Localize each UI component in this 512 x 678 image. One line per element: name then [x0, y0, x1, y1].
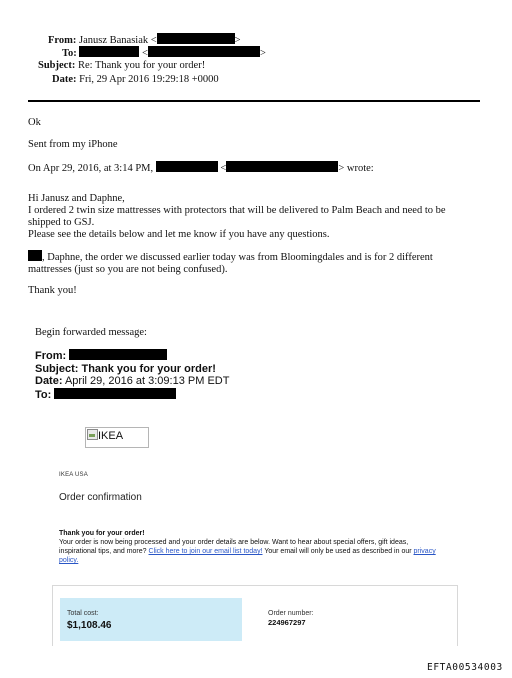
quote-attribution: [28, 161, 374, 175]
header-subject-row: [38, 60, 205, 72]
date-label: Date:: [52, 74, 77, 85]
redaction: [79, 46, 139, 57]
ikea-thanks-body: [59, 538, 439, 565]
redaction: [28, 250, 42, 261]
bates-number: EFTA00534003: [427, 662, 503, 673]
order-number-value: 224967297: [268, 618, 306, 627]
header-divider: [28, 100, 480, 102]
fwd-from-label: From:: [35, 350, 67, 362]
quote-suffix: > wrote:: [338, 163, 374, 174]
broken-image-icon: [87, 429, 98, 440]
quoted-line-3: , Daphne, the order we discussed earlier today was from Bloomingdales and is for 2 different mattresses (just so you are not being confused).: [28, 252, 433, 275]
subject-value: Re: Thank you for your order!: [77, 60, 206, 71]
ikea-store: IKEA USA: [59, 472, 88, 478]
order-confirmation-heading: Order confirmation: [59, 492, 142, 503]
redaction: [69, 349, 167, 360]
redaction: [156, 161, 218, 172]
subject-label: Subject:: [38, 60, 76, 71]
quoted-line-2: Please see the details below and let me know if you have any questions.: [28, 229, 330, 240]
redaction: [157, 33, 235, 44]
ikea-logo-image: [85, 427, 149, 448]
to-close: >: [259, 48, 266, 59]
join-email-list-link[interactable]: Click here to join our email list today!: [148, 548, 263, 555]
quoted-message: [28, 193, 480, 241]
ikea-thanks-block: [59, 529, 439, 565]
header-from-row: [48, 33, 241, 47]
quoted-note: [28, 250, 473, 276]
ikea-logo-alt: IKEA: [98, 430, 124, 442]
total-cost-label: Total cost:: [67, 610, 99, 617]
reply-signature: Sent from my iPhone: [28, 139, 118, 150]
fwd-subject-row: [35, 363, 229, 376]
fwd-date-value: April 29, 2016 at 3:09:13 PM EDT: [64, 375, 230, 387]
ikea-thanks-title: Thank you for your order!: [59, 530, 145, 537]
to-label: To:: [62, 48, 77, 59]
privacy-policy-link[interactable]: privacy policy.: [59, 548, 436, 564]
redaction: [226, 161, 338, 172]
quote-open: <: [220, 163, 227, 174]
redaction: [54, 388, 176, 399]
from-name: Janusz Banasiak <: [79, 35, 157, 46]
fwd-to-row: [35, 388, 229, 402]
quoted-thanks: Thank you!: [28, 285, 77, 296]
fwd-date-row: [35, 375, 229, 388]
quoted-line-1: I ordered 2 twin size mattresses with protectors that will be delivered to Palm Beach and need to be shipped to GSJ.: [28, 205, 446, 228]
redaction: [148, 46, 260, 57]
fwd-subject-value: Thank you for your order!: [81, 362, 216, 375]
fwd-from-row: [35, 349, 229, 363]
forwarded-begin: Begin forwarded message:: [35, 327, 147, 338]
forwarded-header: [35, 349, 229, 401]
from-close: >: [234, 35, 241, 46]
to-open: <: [142, 48, 148, 59]
fwd-date-label: Date:: [35, 375, 63, 387]
header-to-row: [62, 46, 266, 60]
ikea-body-2: Your email will only be used as described in our: [264, 548, 412, 555]
date-value: Fri, 29 Apr 2016 19:29:18 +0000: [79, 74, 219, 85]
fwd-to-label: To:: [35, 388, 52, 401]
from-label: From:: [48, 35, 77, 46]
header-date-row: [52, 74, 219, 86]
order-summary-box: [52, 585, 458, 646]
reply-ok: Ok: [28, 117, 41, 128]
total-cost-value: $1,108.46: [67, 620, 112, 631]
fwd-subject-label: Subject:: [35, 362, 79, 375]
order-number-label: Order number:: [268, 610, 314, 617]
total-cost-panel: [60, 598, 242, 641]
quote-prefix: On Apr 29, 2016, at 3:14 PM,: [28, 163, 154, 174]
quoted-greeting: Hi Janusz and Daphne,: [28, 193, 125, 204]
ikea-body-1: Your order is now being processed and your order details are below. Want to hear about special offers, gift ideas, inspirational tips, and more?: [59, 539, 409, 555]
